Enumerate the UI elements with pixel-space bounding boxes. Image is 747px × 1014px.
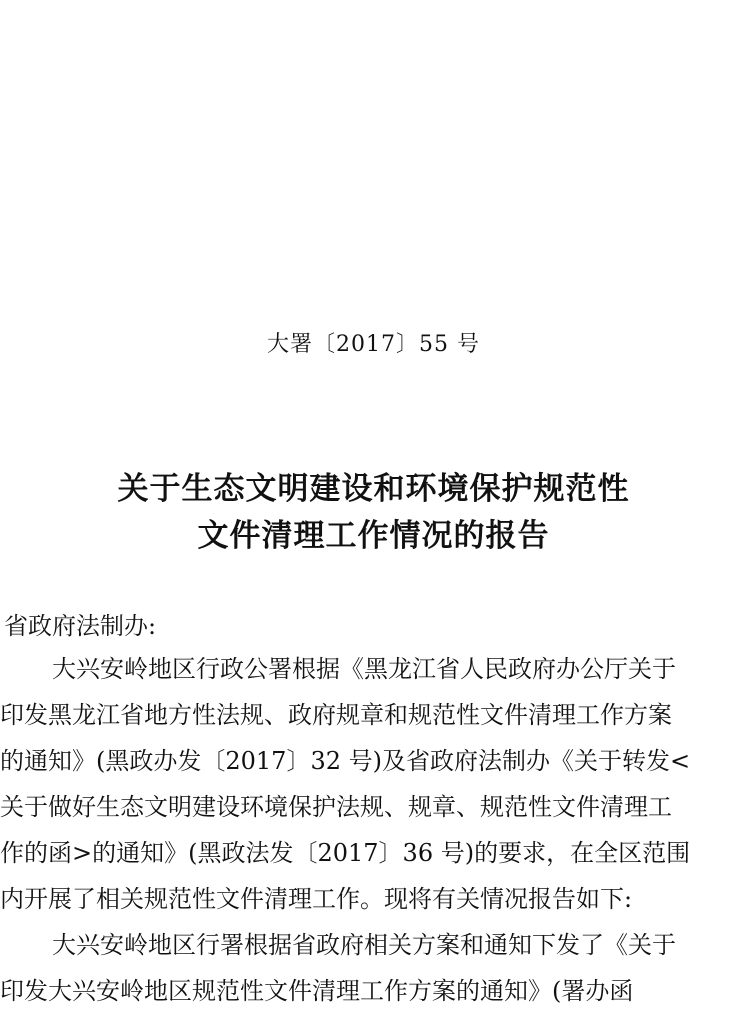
paragraph-line: 内开展了相关规范性文件清理工作。现将有关情况报告如下: <box>0 885 633 913</box>
salutation: 省政府法制办: <box>4 612 157 640</box>
paragraph-line: 关于做好生态文明建设环境保护法规、规章、规范性文件清理工 <box>0 793 672 821</box>
title-line: 文件清理工作情况的报告 <box>197 518 550 554</box>
title-line: 关于生态文明建设和环境保护规范性 <box>117 471 630 507</box>
paragraph-line: 印发黑龙江省地方性法规、政府规章和规范性文件清理工作方案 <box>0 701 672 729</box>
paragraph-line: 大兴安岭地区行署根据省政府相关方案和通知下发了《关于 <box>52 931 676 959</box>
body-paragraph <box>0 922 747 1014</box>
paragraph-line: 印发大兴安岭地区规范性文件清理工作方案的通知》(署办函 <box>0 977 634 1005</box>
document-title <box>0 466 747 560</box>
paragraph-line: 的通知》(黑政办发〔2017〕32 号)及省政府法制办《关于转发< <box>0 747 691 775</box>
document-number: 大署〔2017〕55 号 <box>267 332 480 357</box>
body-paragraph <box>0 646 747 922</box>
paragraph-line: 作的函>的通知》(黑政法发〔2017〕36 号)的要求，在全区范围 <box>0 839 691 867</box>
paragraph-line: 大兴安岭地区行政公署根据《黑龙江省人民政府办公厅关于 <box>52 655 676 683</box>
